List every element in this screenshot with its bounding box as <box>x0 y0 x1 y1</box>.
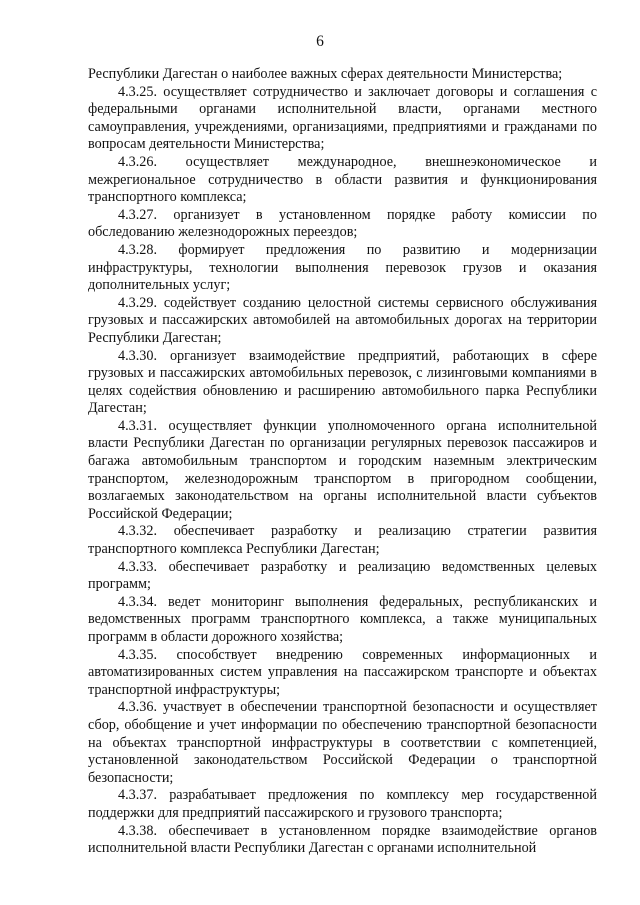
paragraph-number: 4.3.30. <box>118 347 158 364</box>
paragraph-4-3-31 <box>88 418 597 524</box>
paragraph-text: ведет мониторинг выполнения федеральных, республиканских и ведомственных программ транспортного комплекса, а также муниципальных программ в области дорожного хозяйства; <box>88 593 597 645</box>
paragraph-number: 4.3.31. <box>118 417 158 434</box>
paragraph-number: 4.3.27. <box>118 206 158 223</box>
page-number: 6 <box>316 33 324 50</box>
paragraph-text: осуществляет международное, внешнеэкономическое и межрегиональное сотрудничество в области развития и функционирования транспортного комплекса; <box>88 153 597 206</box>
paragraph-text: формирует предложения по развитию и модернизации инфраструктуры, технологии выполнения перевозок грузов и оказания дополнительных услуг; <box>88 241 597 294</box>
paragraph-text: содействует созданию целостной системы сервисного обслуживания грузовых и пассажирских автомобилей на автомобильных дорогах на территории Республики Дагестан; <box>88 294 597 346</box>
paragraph-number: 4.3.26. <box>118 153 158 170</box>
paragraph-text: организует в установленном порядке работу комиссии по обследованию железнодорожных переездов; <box>88 206 597 241</box>
paragraph-4-3-37 <box>88 787 597 822</box>
paragraph-text: организует взаимодействие предприятий, работающих в сфере грузовых и пассажирских автомобильных перевозок, с лизинговыми компаниями в целях содействия обновлению и расширению автомобильного парка Республики Дагестан; <box>88 347 597 417</box>
paragraph-text: участвует в обеспечении транспортной безопасности и осуществляет сбор, обобщение и учет информации по обеспечению транспортной безопасности на объектах транспортной инфраструктуры в соответствии с компетенцией, установленной законодательством Российской Федерации о транспортной безопасности; <box>88 699 598 786</box>
paragraph-4-3-27 <box>88 207 597 242</box>
paragraph-4-3-33 <box>88 559 597 594</box>
paragraph-text: осуществляет функции уполномоченного органа исполнительной власти Республики Дагестан по организации регулярных перевозок пассажиров и багажа автомобильным транспортом и городским наземным электрическим транспортом, железнодорожным транспортом в пригородном сообщении, возлагаемых законодательством на органы исполнительной власти субъектов Российской Федерации; <box>88 417 598 522</box>
paragraph-4-3-38 <box>88 823 597 858</box>
paragraph-4-3-29 <box>88 295 597 348</box>
paragraph-number: 4.3.33. <box>118 558 158 575</box>
paragraph-number: 4.3.38. <box>118 822 158 839</box>
paragraph-4-3-35 <box>88 647 597 700</box>
paragraph-4-3-30 <box>88 348 597 418</box>
paragraph-number: 4.3.37. <box>118 787 158 804</box>
paragraph-number: 4.3.34. <box>118 593 158 610</box>
paragraph-text: Республики Дагестан о наиболее важных сферах деятельности Министерства; <box>88 66 563 82</box>
paragraph-4-3-26 <box>88 154 597 207</box>
paragraph-number: 4.3.36. <box>118 699 158 716</box>
paragraph-number: 4.3.32. <box>118 523 158 540</box>
paragraph-4-3-32 <box>88 523 597 558</box>
paragraph-text: осуществляет сотрудничество и заключает договоры и соглашения с федеральными органами исполнительной власти, органами местного самоуправления, учреждениями, организациями, предприятиями и гражданами по вопросам деятельности Министерства; <box>88 83 597 153</box>
paragraph-continuation <box>88 66 597 84</box>
paragraph-4-3-25 <box>88 84 597 154</box>
paragraph-text: обеспечивает разработку и реализацию ведомственных целевых программ; <box>88 558 597 593</box>
paragraph-4-3-34 <box>88 594 597 647</box>
paragraph-text: обеспечивает разработку и реализацию стратегии развития транспортного комплекса Республики Дагестан; <box>88 523 597 558</box>
paragraph-text: разрабатывает предложения по комплексу мер государственной поддержки для предприятий пассажирского и грузового транспорта; <box>88 787 597 821</box>
paragraph-number: 4.3.28. <box>118 241 158 258</box>
paragraph-number: 4.3.25. <box>118 83 158 100</box>
paragraph-4-3-36 <box>88 699 597 787</box>
document-body <box>88 66 597 858</box>
paragraph-number: 4.3.29. <box>118 294 158 311</box>
paragraph-number: 4.3.35. <box>118 646 158 663</box>
paragraph-text: способствует внедрению современных информационных и автоматизированных систем управления на пассажирском транспорте и объектах транспортной инфраструктуры; <box>88 646 597 698</box>
paragraph-4-3-28 <box>88 242 597 295</box>
paragraph-text: обеспечивает в установленном порядке взаимодействие органов исполнительной власти Республики Дагестан с органами исполнительной <box>88 822 597 857</box>
